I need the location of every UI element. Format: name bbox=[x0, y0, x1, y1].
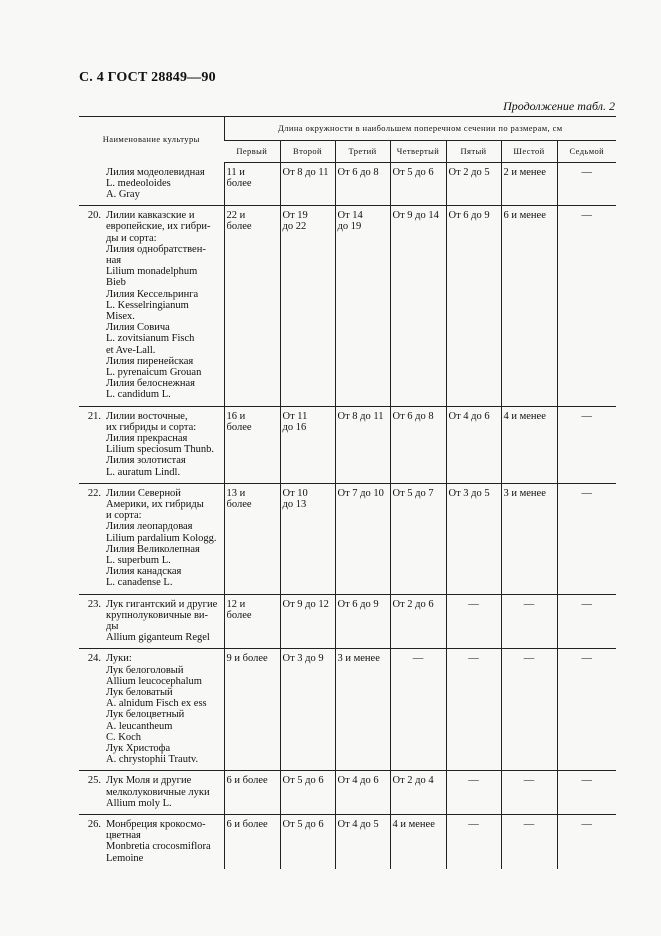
size-value-cell: — bbox=[390, 649, 446, 771]
size-value-cell: От 6 до 8 bbox=[335, 163, 390, 206]
size-value-cell: — bbox=[446, 649, 501, 771]
row-number: 21. bbox=[87, 410, 101, 422]
size-value-cell: От 5 до 7 bbox=[390, 483, 446, 594]
size-value-cell: — bbox=[446, 771, 501, 815]
row-number bbox=[81, 167, 106, 201]
size-value-cell: От 6 до 9 bbox=[335, 594, 390, 649]
size-value-cell: — bbox=[557, 594, 616, 649]
table-row bbox=[79, 406, 616, 483]
crop-name-cell bbox=[79, 594, 224, 649]
size-value-cell: — bbox=[446, 594, 501, 649]
crop-name-cell bbox=[79, 406, 224, 483]
size-value-cell: — bbox=[501, 649, 557, 771]
crop-name-cell bbox=[79, 815, 224, 869]
crop-name: Луки: Лук белоголовый Allium leucocephalum Лук беловатый A. alnidum Fisch ex ess Лук белоцветный A. leucantheum C. Koch Лук Христофа A. chrystophii Trautv. bbox=[106, 653, 207, 766]
size-value-cell: 4 и менее bbox=[390, 815, 446, 869]
column-header-size-2: Второй bbox=[280, 141, 335, 163]
table-row bbox=[79, 206, 616, 406]
size-value-cell: От 3 до 5 bbox=[446, 483, 501, 594]
size-value-cell: От 5 до 6 bbox=[280, 771, 335, 815]
column-header-size-6: Шестой bbox=[501, 141, 557, 163]
size-value-cell: 3 и менее bbox=[335, 649, 390, 771]
size-value-cell: От 6 до 8 bbox=[390, 406, 446, 483]
size-value-cell: — bbox=[557, 206, 616, 406]
size-value-cell: 13 и более bbox=[224, 483, 280, 594]
column-header-crop-name: Наименование культуры bbox=[79, 117, 224, 163]
size-value-cell: От 8 до 11 bbox=[280, 163, 335, 206]
size-value-cell: От 4 до 6 bbox=[446, 406, 501, 483]
row-number: 20. bbox=[87, 210, 101, 222]
size-value-cell: — bbox=[557, 163, 616, 206]
table-row bbox=[79, 483, 616, 594]
row-number: 23. bbox=[87, 598, 101, 610]
page-header: С. 4 ГОСТ 28849—90 bbox=[79, 70, 216, 85]
size-value-cell: От 6 до 9 bbox=[446, 206, 501, 406]
crop-name-cell bbox=[79, 649, 224, 771]
size-value-cell: 22 и более bbox=[224, 206, 280, 406]
crop-name: Лилии Северной Америки, их гибриды и сорта: Лилия леопардовая Lilium pardalium Kologg. Лилия Великолепная L. superbum L. Лилия канадская L. canadense L. bbox=[106, 487, 217, 589]
table-row bbox=[79, 594, 616, 649]
size-value-cell: От 10 до 13 bbox=[280, 483, 335, 594]
size-value-cell: — bbox=[501, 771, 557, 815]
table-row bbox=[79, 815, 616, 869]
column-group-header: Длина окружности в наибольшем поперечном сечении по размерам, см bbox=[224, 117, 616, 141]
size-value-cell: — bbox=[557, 649, 616, 771]
table-row bbox=[79, 649, 616, 771]
crop-name-cell bbox=[79, 163, 224, 206]
size-value-cell: — bbox=[557, 815, 616, 869]
size-value-cell: От 11 до 16 bbox=[280, 406, 335, 483]
column-header-size-1: Первый bbox=[224, 141, 280, 163]
size-value-cell: От 3 до 9 bbox=[280, 649, 335, 771]
table-row bbox=[79, 771, 616, 815]
row-number: 24. bbox=[87, 653, 101, 665]
size-value-cell: 16 и более bbox=[224, 406, 280, 483]
crop-name: Монбреция крокосмо- цветная Monbretia crocosmiflora Lemoine bbox=[106, 819, 211, 864]
size-value-cell: — bbox=[557, 771, 616, 815]
size-value-cell: От 9 до 14 bbox=[390, 206, 446, 406]
table-continuation-label: Продолжение табл. 2 bbox=[503, 99, 615, 113]
crop-size-table bbox=[79, 116, 616, 869]
crop-name: Лилия модеолевидная L. medeoloides A. Gray bbox=[106, 166, 205, 200]
size-value-cell: От 9 до 12 bbox=[280, 594, 335, 649]
size-value-cell: От 14 до 19 bbox=[335, 206, 390, 406]
size-value-cell: От 7 до 10 bbox=[335, 483, 390, 594]
crop-name: Лук Моля и другие мелколуковичные луки Allium moly L. bbox=[106, 775, 210, 809]
row-number: 26. bbox=[87, 819, 101, 831]
size-value-cell: От 4 до 6 bbox=[335, 771, 390, 815]
size-value-cell: 9 и более bbox=[224, 649, 280, 771]
column-header-size-5: Пятый bbox=[446, 141, 501, 163]
size-value-cell: От 19 до 22 bbox=[280, 206, 335, 406]
crop-name-cell bbox=[79, 206, 224, 406]
size-value-cell: 2 и менее bbox=[501, 163, 557, 206]
column-header-size-3: Третий bbox=[335, 141, 390, 163]
row-number: 22. bbox=[87, 487, 101, 499]
crop-name: Лук гигантский и другие крупнолуковичные ви- ды Allium giganteum Regel bbox=[106, 598, 218, 644]
size-value-cell: 6 и более bbox=[224, 815, 280, 869]
table-row bbox=[79, 163, 616, 206]
size-value-cell: 6 и более bbox=[224, 771, 280, 815]
size-value-cell: От 4 до 5 bbox=[335, 815, 390, 869]
column-header-size-7: Седьмой bbox=[557, 141, 616, 163]
crop-name-cell bbox=[79, 771, 224, 815]
column-header-size-4: Четвертый bbox=[390, 141, 446, 163]
size-value-cell: От 5 до 6 bbox=[390, 163, 446, 206]
size-value-cell: 12 и более bbox=[224, 594, 280, 649]
crop-name: Лилии восточные, их гибриды и сорта: Лилия прекрасная Lilium speciosum Thunb. Лилия золотистая L. auratum Lindl. bbox=[106, 410, 215, 478]
size-value-cell: — bbox=[446, 815, 501, 869]
size-value-cell: От 5 до 6 bbox=[280, 815, 335, 869]
size-value-cell: От 2 до 4 bbox=[390, 771, 446, 815]
size-value-cell: 3 и менее bbox=[501, 483, 557, 594]
crop-name-cell bbox=[79, 483, 224, 594]
crop-name: Лилии кавказские и европейские, их гибри- ды и сорта: Лилия однобратствен- ная Lilium monadelphum Bieb Лилия Кессельринга L. Kesselringianum Misex. Лилия Совича L. zovitsianum Fisch et Ave-Lall. Лилия пиренейская L. pyrenaicum Grouan Лилия белоснежная L. candidum L. bbox=[106, 210, 211, 401]
row-number: 25. bbox=[87, 775, 101, 787]
size-value-cell: От 2 до 6 bbox=[390, 594, 446, 649]
size-value-cell: 4 и менее bbox=[501, 406, 557, 483]
table-body bbox=[79, 163, 616, 869]
size-value-cell: — bbox=[557, 483, 616, 594]
size-value-cell: От 2 до 5 bbox=[446, 163, 501, 206]
size-value-cell: 6 и менее bbox=[501, 206, 557, 406]
size-value-cell: — bbox=[501, 815, 557, 869]
size-value-cell: — bbox=[557, 406, 616, 483]
size-value-cell: — bbox=[501, 594, 557, 649]
size-value-cell: От 8 до 11 bbox=[335, 406, 390, 483]
size-value-cell: 11 и более bbox=[224, 163, 280, 206]
